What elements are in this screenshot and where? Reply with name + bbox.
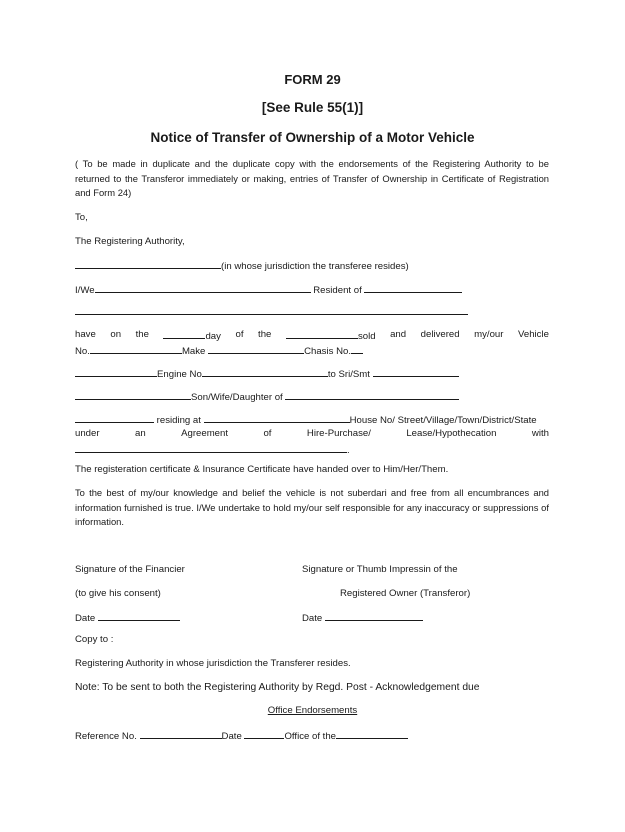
authority-label: The Registering Authority, <box>75 236 185 247</box>
rule-reference: [See Rule 55(1)] <box>261 100 364 115</box>
parent-blank[interactable] <box>285 390 459 400</box>
day-label: day <box>205 331 221 342</box>
financier-signature-label: Signature of the Financier <box>75 564 185 575</box>
financier-date-blank[interactable] <box>98 611 180 621</box>
word: delivered <box>420 329 460 340</box>
relation-label: Son/Wife/Daughter of <box>191 392 283 403</box>
date-label: Date <box>75 613 96 624</box>
form-number: FORM 29 <box>284 72 341 87</box>
reference-label: Reference No. <box>75 731 137 742</box>
postal-note: Note: To be sent to both the Registering Authority by Regd. Post - Acknowledgement due <box>75 682 480 693</box>
word: an <box>134 428 146 439</box>
word: the <box>258 329 272 340</box>
financier-date <box>75 611 180 625</box>
owner-signature-label: Signature or Thumb Impressin of the <box>302 564 458 575</box>
word: Vehicle <box>518 329 549 340</box>
transferee-blank[interactable] <box>373 367 459 377</box>
chasis-blank[interactable] <box>351 344 363 354</box>
word: have <box>75 329 96 340</box>
vehicle-line <box>75 344 363 358</box>
chasis-label: Chasis No. <box>304 346 351 357</box>
word: and <box>390 329 407 340</box>
resident-blank[interactable] <box>364 283 462 293</box>
residing-blank[interactable] <box>204 413 350 423</box>
resident-label: Resident of <box>313 285 362 296</box>
copy-to-text: Registering Authority in whose jurisdiction the Transferer resides. <box>75 658 351 669</box>
office-of-blank[interactable] <box>336 729 408 739</box>
vehicle-no-label: No. <box>75 346 90 357</box>
word: of <box>235 329 244 340</box>
financier-consent-note: (to give his consent) <box>75 588 161 599</box>
reference-blank[interactable] <box>140 729 222 739</box>
address-line <box>75 305 468 319</box>
residing-line <box>75 413 537 427</box>
owner-date <box>302 611 423 625</box>
authority-blank[interactable] <box>75 259 221 269</box>
iwe-line <box>75 283 462 297</box>
jurisdiction-line <box>75 259 409 273</box>
chasis-cont-blank[interactable] <box>75 367 157 377</box>
belief-statement: To the best of my/our knowledge and belief the vehicle is not suberdari and free from all encumbrances and information furnished is true. I/We undertake to hold my/our self responsible for any inaccuracy or suppressions of information. <box>75 487 549 527</box>
transferee-cont-blank[interactable] <box>75 390 191 400</box>
instruction-text: ( To be made in duplicate and the duplicate copy with the endorsements of the Registering Authority to be returned to the Transferor immediately or making, entries of Transfer of Ownership in Certificate of Registration and Form 24) <box>75 158 549 198</box>
word: Agreement <box>181 428 229 439</box>
office-of-label: Office of the <box>284 731 337 742</box>
residing-label: residing at <box>156 415 201 426</box>
relation-line <box>75 390 459 404</box>
vehicle-no-blank[interactable] <box>90 344 182 354</box>
word: on <box>110 329 122 340</box>
month-year-blank[interactable] <box>286 329 358 339</box>
certificate-statement: The registeration certificate & Insurance Certificate have handed over to Him/Her/Them. <box>75 464 449 475</box>
period: . <box>347 445 350 456</box>
to-sri-label: to Sri/Smt <box>327 369 370 380</box>
agreement-line <box>75 428 549 440</box>
house-label: House No/ Street/Village/Town/District/State <box>349 415 537 426</box>
date-label: Date <box>302 613 323 624</box>
financier-blank[interactable] <box>75 443 347 453</box>
name-blank[interactable] <box>95 283 311 293</box>
residing-pre-blank[interactable] <box>75 413 154 423</box>
make-blank[interactable] <box>208 344 304 354</box>
page-title: Notice of Transfer of Ownership of a Motor Vehicle <box>150 130 475 145</box>
address-blank[interactable] <box>75 305 468 315</box>
to-label: To, <box>75 212 88 223</box>
engine-blank[interactable] <box>202 367 328 377</box>
word: Hire-Purchase/ <box>306 428 371 439</box>
make-label: Make <box>181 346 206 357</box>
word: under <box>75 428 100 439</box>
word: the <box>135 329 149 340</box>
sold-label: sold <box>357 331 376 342</box>
word: with <box>531 428 549 439</box>
word: Lease/Hypothecation <box>406 428 497 439</box>
owner-date-blank[interactable] <box>325 611 423 621</box>
office-date-blank[interactable] <box>244 729 284 739</box>
word: of <box>263 428 272 439</box>
reference-line <box>75 729 408 743</box>
day-blank[interactable] <box>163 329 205 339</box>
jurisdiction-label: (in whose jurisdiction the transferee resides) <box>221 261 409 272</box>
word: my/our <box>474 329 504 340</box>
copy-to-label: Copy to : <box>75 634 114 645</box>
sale-date-line <box>75 329 549 343</box>
owner-note: Registered Owner (Transferor) <box>340 588 471 599</box>
engine-label: Engine No <box>157 369 202 380</box>
office-endorsements-heading: Office Endorsements <box>267 705 358 716</box>
financier-line <box>75 443 350 457</box>
engine-line <box>75 367 459 381</box>
iwe-label: I/We <box>75 285 95 296</box>
office-date-label: Date <box>221 731 242 742</box>
